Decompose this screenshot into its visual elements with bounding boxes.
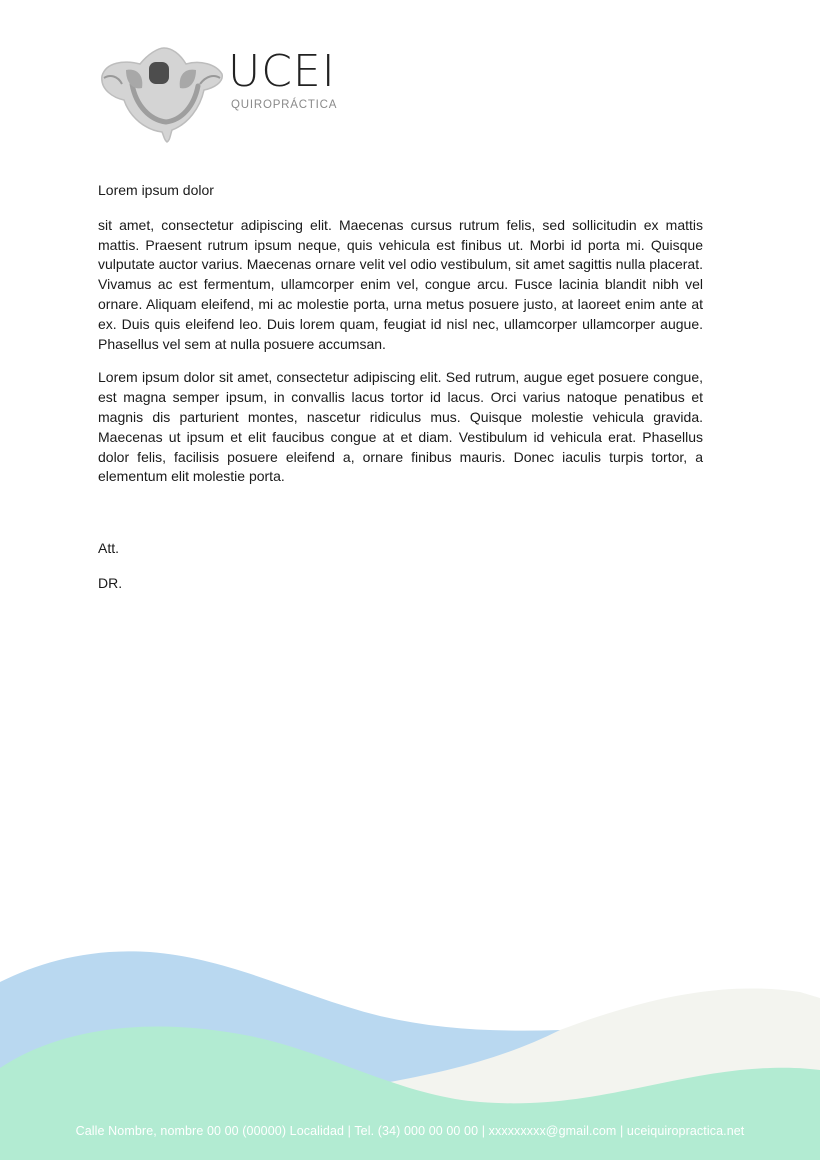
brand-subtitle: QUIROPRÁCTICA	[231, 99, 338, 111]
paragraph-2: Lorem ipsum dolor sit amet, consectetur adipiscing elit. Sed rutrum, augue eget posuere congue, est magna semper ipsum, in convallis lacus tortor id lacus. Orci varius natoque penatibus et magnis dis parturient montes, nascetur ridiculus mus. Quisque molestie vehicula gravida. Maecenas ut ipsum et elit faucibus congue at et diam. Vestibulum id vehicula erat. Phasellus dolor felis, facilisis posuere eleifend a, ornare finibus mauris. Donec iaculis turpis tortor, a elementum elit molestie porta.	[98, 369, 703, 485]
footer-contact: Calle Nombre, nombre 00 00 (00000) Localidad | Tel. (34) 000 00 00 00 | xxxxxxxxx@gmail.com | uceiquiropractica.net	[75, 1124, 745, 1138]
signature: DR.	[98, 575, 123, 591]
paragraph-1: sit amet, consectetur adipiscing elit. Maecenas cursus rutrum felis, sed sollicitudin ex mattis mattis. Praesent rutrum ipsum neque, quis vehicula est finibus ut. Morbi id porta mi. Quisque vulputate auctor varius. Maecenas ornare velit vel odio vestibulum, sit amet sagittis nulla placerat. Vivamus ac est fermentum, ullamcorper enim vel, congue arcu. Fusce lacinia blandit nibh vel ornare. Aliquam eleifend, mi ac molestie porta, urna metus posuere justo, at laoreet enim ante at ex. Duis quis eleifend leo. Duis lorem quam, feugiat id nisl nec, ullamcorper ullamcorper augue. Phasellus vel sem at nulla posuere accumsan.	[98, 216, 703, 352]
vertebra-icon	[96, 44, 226, 144]
brand-name: UCEI	[228, 46, 336, 97]
closing-text: Att.	[98, 540, 120, 556]
letter-closing	[98, 539, 122, 609]
salutation: Lorem ipsum dolor	[98, 182, 214, 198]
letterhead-logo	[96, 44, 346, 144]
letter-body	[98, 181, 703, 501]
